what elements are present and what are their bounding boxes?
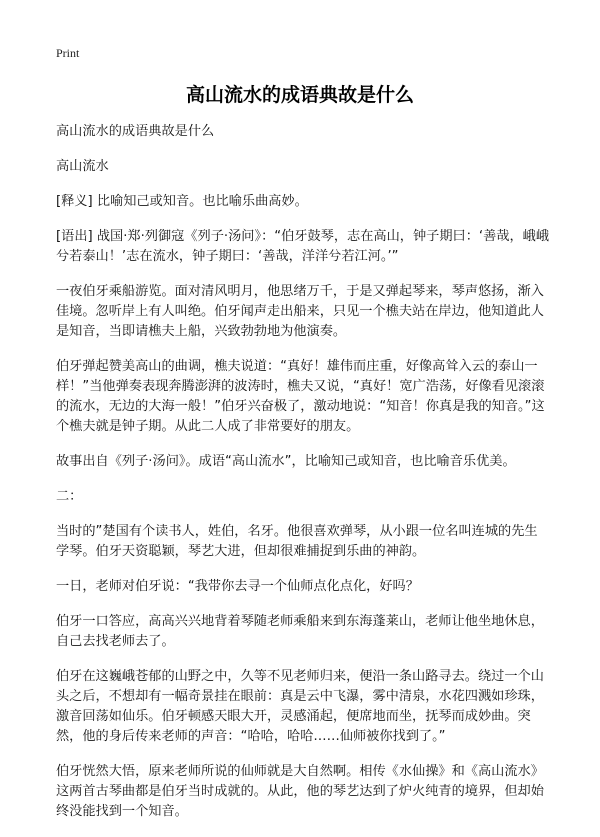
print-link[interactable]: Print — [56, 46, 80, 60]
summary-paragraph: 故事出自《列子·汤问》。成语“高山流水”，比喻知己或知音，也比喻音乐优美。 — [56, 454, 516, 469]
story-paragraph: 伯牙弹起赞美高山的曲调，樵夫说道：“真好！雄伟而庄重，好像高耸入云的泰山一样！”当他弹奏表现奔腾澎湃的波涛时，樵夫又说，“真好！宽广浩荡，好像看见滚滚的流水，无边的大海一般！”伯牙兴奋极了，激动地说：“知音！你真是我的知音。”这个樵夫就是钟子期。从此二人成了非常要好的朋友。 — [56, 359, 545, 434]
source-paragraph: [语出] 战国·郑·列御寇《列子·汤问》：“伯牙鼓琴，志在高山，钟子期曰：‘善哉，峨峨兮若泰山！’志在流水，钟子期曰：‘善哉，洋洋兮若江河。’” — [56, 229, 550, 264]
definition-paragraph: [释义] 比喻知己或知音。也比喻乐曲高妙。 — [56, 194, 308, 209]
subtitle-paragraph: 高山流水的成语典故是什么 — [56, 124, 215, 139]
section-heading: 二： — [56, 489, 83, 504]
idiom-paragraph: 高山流水 — [56, 159, 109, 174]
story-paragraph: 伯牙在这巍峨苍郁的山野之中，久等不见老师归来，便沿一条山路寻去。绕过一个山头之后，不想却有一幅奇景挂在眼前：真是云中飞瀑，雾中清泉，水花四溅如珍珠，激音回荡如仙乐。伯牙顿感天眼大开，灵感涌起，便席地而坐，抚琴而成妙曲。突然，他的身后传来老师的声音：“哈哈，哈哈……仙师被你找到了。” — [56, 669, 544, 744]
story-paragraph: 一日，老师对伯牙说：“我带你去寻一个仙师点化点化，好吗？ — [56, 579, 419, 594]
story-paragraph: 当时的”楚国有个读书人，姓伯，名牙。他很喜欢弹琴，从小跟一位名叫连城的先生学琴。伯牙天资聪颖，琴艺大进，但却很难捕捉到乐曲的神韵。 — [56, 524, 538, 559]
page-title: 高山流水的成语典故是什么 — [185, 84, 414, 106]
story-paragraph: 伯牙一口答应，高高兴兴地背着琴随老师乘船来到东海蓬莱山，老师让他坐地休息，自己去找老师去了。 — [56, 614, 544, 649]
article-body — [56, 122, 550, 837]
story-paragraph: 一夜伯牙乘船游览。面对清风明月，他思绪万千，于是又弹起琴来，琴声悠扬，渐入佳境。忽听岸上有人叫绝。伯牙闻声走出船来，只见一个樵夫站在岸边，他知道此人是知音，当即请樵夫上船，兴致勃勃地为他演奏。 — [56, 284, 544, 339]
story-paragraph: 伯牙恍然大悟，原来老师所说的仙师就是大自然啊。相传《水仙操》和《高山流水》这两首古琴曲都是伯牙当时成就的。从此，他的琴艺达到了炉火纯青的境界，但却始终没能找到一个知音。 — [56, 764, 544, 819]
